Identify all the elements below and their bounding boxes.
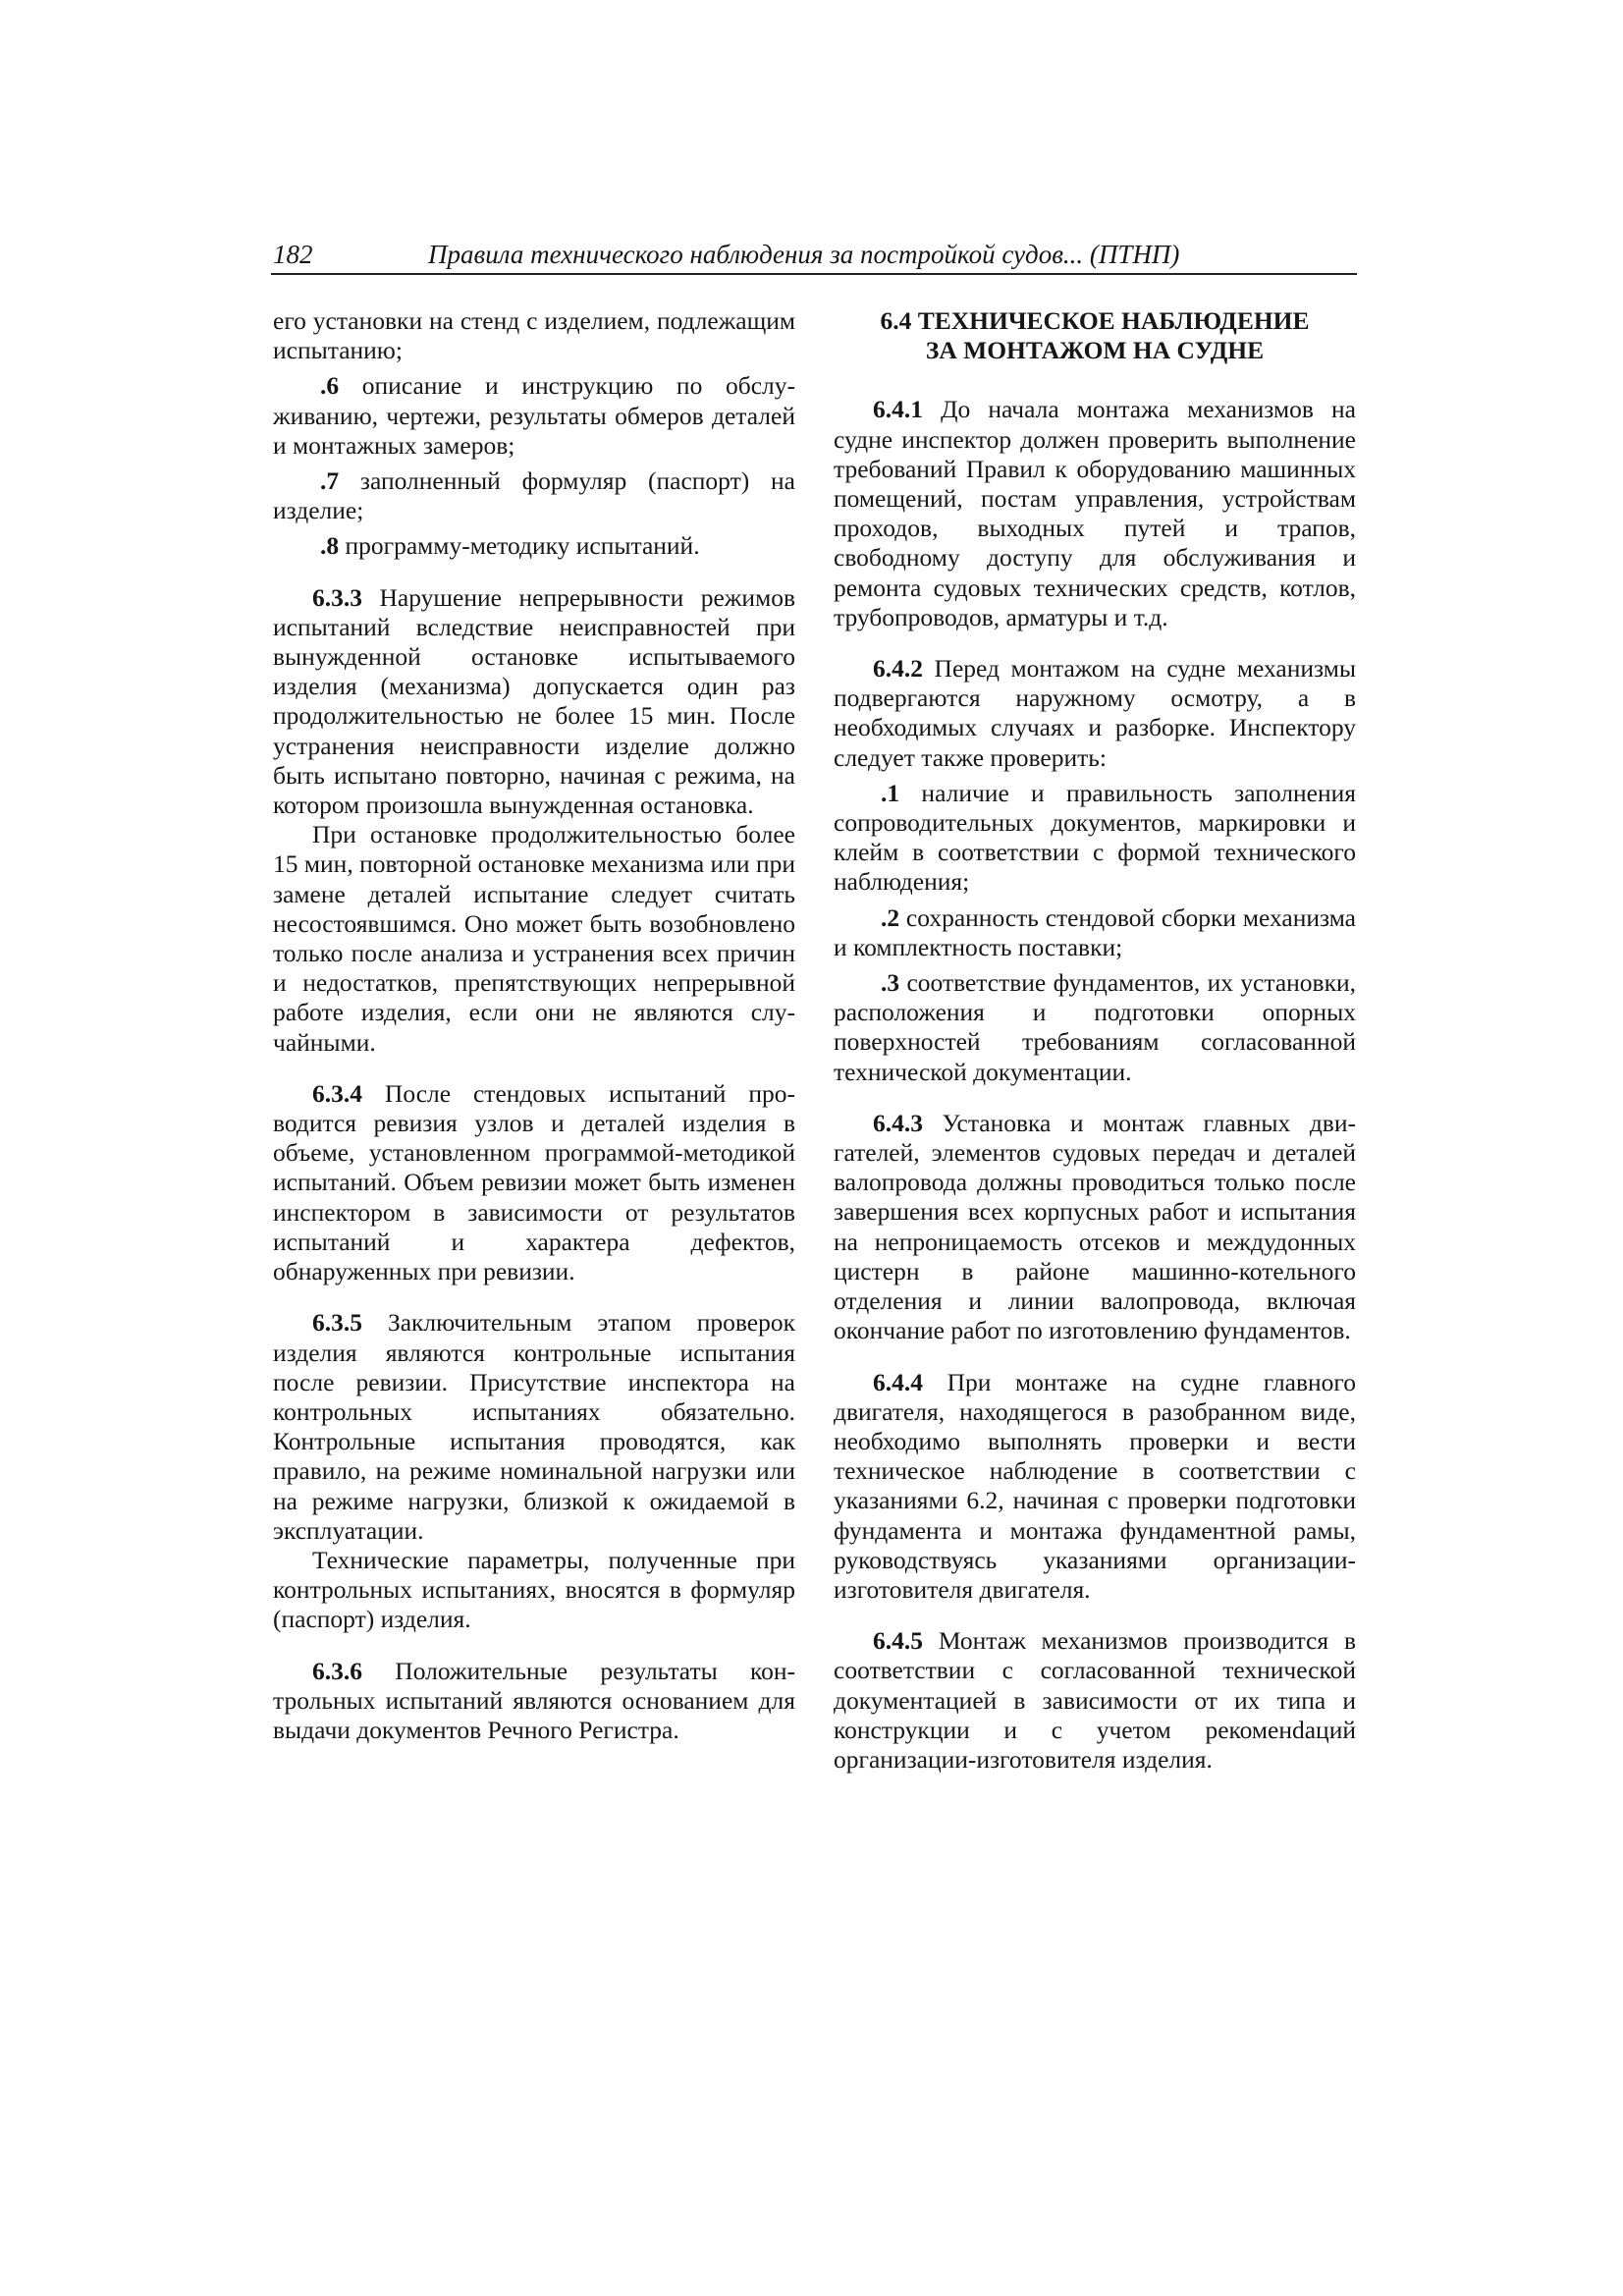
section-number: 6.4.1 bbox=[873, 395, 923, 424]
section-number: 6.4.2 bbox=[873, 654, 923, 683]
running-header bbox=[271, 240, 1357, 275]
section-number: 6.3.6 bbox=[312, 1656, 362, 1685]
list-item-7 bbox=[273, 466, 795, 525]
section-6-4-2 bbox=[834, 654, 1356, 773]
item-number: .3 bbox=[881, 968, 900, 998]
section-text: Перед монтажом на судне механизмы подвергаются наружному осмотру, а в необходимых случаях и разборке. Инспектору следует также проверить: bbox=[834, 654, 1356, 772]
section-text: Монтаж механизмов производится в соответствии с согласованной технической документацией в зависимости от их типа и конструкции и с учетом рекоменdаций организации-изготовителя изделия. bbox=[834, 1626, 1356, 1774]
item-text: соответствие фундаментов, их установки, расположения и подготовки опорных поверхностей требованиям согласованной технической документации. bbox=[834, 968, 1356, 1086]
section-6-4-3 bbox=[834, 1109, 1356, 1346]
list-item-6 bbox=[273, 371, 795, 461]
paragraph-continuation: его установки на стенд с изделием, подлежащим испытанию; bbox=[273, 306, 795, 365]
section-6-3-3 bbox=[273, 583, 795, 821]
list-item-3 bbox=[834, 968, 1356, 1087]
item-number: .2 bbox=[881, 902, 900, 932]
section-text: После стендовых испытаний проводится ревизия узлов и деталей изделия в объеме, установленном программой-методикой испытаний. Объем ревизии может быть изменен инспектором в зависимости от результатов испытаний и характера дефектов, обнаруженных при ревизии. bbox=[273, 1078, 795, 1286]
section-number: 6.4.4 bbox=[873, 1367, 923, 1396]
section-number: 6.4.3 bbox=[873, 1108, 923, 1137]
section-number: 6.3.3 bbox=[312, 582, 362, 612]
section-number: 6.3.4 bbox=[312, 1078, 362, 1108]
left-column bbox=[273, 306, 795, 1745]
list-item-1 bbox=[834, 779, 1356, 898]
section-6-3-5 bbox=[273, 1308, 795, 1546]
section-6-3-6 bbox=[273, 1657, 795, 1746]
section-6-4-1 bbox=[834, 395, 1356, 632]
heading-line-2: ЗА МОНТАЖОМ НА СУДНЕ bbox=[925, 336, 1265, 365]
list-item-2 bbox=[834, 903, 1356, 962]
item-number: .1 bbox=[881, 778, 900, 807]
item-number: .8 bbox=[320, 531, 340, 561]
list-item-8 bbox=[273, 531, 795, 561]
item-text: наличие и правильность заполнения сопроводительных документов, маркировки и клейм в соответствии с формой технического наблюдения; bbox=[834, 778, 1356, 897]
item-number: .7 bbox=[320, 466, 340, 496]
item-text: программу-методику испытаний. bbox=[339, 531, 700, 561]
section-number: 6.3.5 bbox=[312, 1308, 362, 1338]
section-text: При монтаже на судне главного двигателя, находящегося в разобранном виде, необходимо выполнять проверки и вести техническое наблюдение в соответствии с указаниями 6.2, начиная с проверки подготовки фундамента и монтажа фундаментной рамы, руководствуясь указаниями организации-изготовителя двигателя. bbox=[834, 1367, 1356, 1604]
heading-line-1: 6.4 ТЕХНИЧЕСКОЕ НАБЛЮДЕНИЕ bbox=[880, 306, 1310, 335]
section-text: Заключительным этапом проверок изделия являются контрольные испытания после ревизии. Присутствие инспектора на контрольных испытаниях обязательно. Контрольные испытания проводятся, как правило, на режиме номинальной нагрузки или на режиме нагрузки, близкой к ожидаемой в эксплуатации. bbox=[273, 1308, 795, 1545]
section-text: Положительные результаты контрольных испытаний являются основанием для выдачи документов Речного Регистра. bbox=[273, 1656, 795, 1744]
right-column bbox=[834, 306, 1356, 1775]
section-6-3-5-paragraph-2: Технические параметры, полученные при контрольных испытаниях, вносятся в формуляр (паспорт) изделия. bbox=[273, 1545, 795, 1634]
section-heading-6-4 bbox=[834, 306, 1356, 365]
section-text: Установка и монтаж главных двигателей, элементов судовых передач и деталей валопровода должны проводиться только после завершения всех корпусных работ и испытания на непроницаемость отсеков и междудонных цистерн в районе машинно-котельного отделения и линии валопровода, включая окончание работ по изготовлению фундаментов. bbox=[834, 1108, 1356, 1345]
section-6-3-4 bbox=[273, 1079, 795, 1286]
item-number: .6 bbox=[320, 371, 340, 401]
section-6-4-4 bbox=[834, 1368, 1356, 1606]
item-text: сохранность стендовой сборки механизма и комплектность поставки; bbox=[834, 902, 1356, 961]
page-number: 182 bbox=[273, 240, 313, 269]
section-number: 6.4.5 bbox=[873, 1626, 923, 1656]
running-title: Правила технического наблюдения за постройкой судов... (ПТНП) bbox=[428, 240, 1180, 269]
section-6-4-5 bbox=[834, 1626, 1356, 1775]
item-text: заполненный формуляр (паспорт) на изделие; bbox=[273, 466, 795, 525]
section-text: Нарушение непрерывности режимов испытаний вследствие неисправностей при вынужденной остановке испытываемого изделия (механизма) допускается один раз продолжительностью не более 15 мин. После устранения неисправности изделие должно быть испытано повторно, начиная с режима, на котором произошла вынужденная остановка. bbox=[273, 582, 795, 820]
section-text: До начала монтажа механизмов на судне инспектор должен проверить выполнение требований Правил к оборудованию машинных помещений, постам управления, устройствам проходов, выходных путей и трапов, свободному доступу для обслуживания и ремонта судовых технических средств, котлов, трубопроводов, арматуры и т.д. bbox=[834, 395, 1356, 631]
item-text: описание и инструкцию по обслуживанию, чертежи, результаты обмеров деталей и монтажных замеров; bbox=[273, 371, 795, 460]
section-6-3-3-paragraph-2: При остановке продолжительностью более 15 мин, повторной остановке механизма или при замене деталей испытание следует считать несостоявшимся. Оно может быть возобновлено только после анализа и устранения всех причин и недостатков, препятствующих непрерывной работе изделия, если они не являются случайными. bbox=[273, 820, 795, 1057]
